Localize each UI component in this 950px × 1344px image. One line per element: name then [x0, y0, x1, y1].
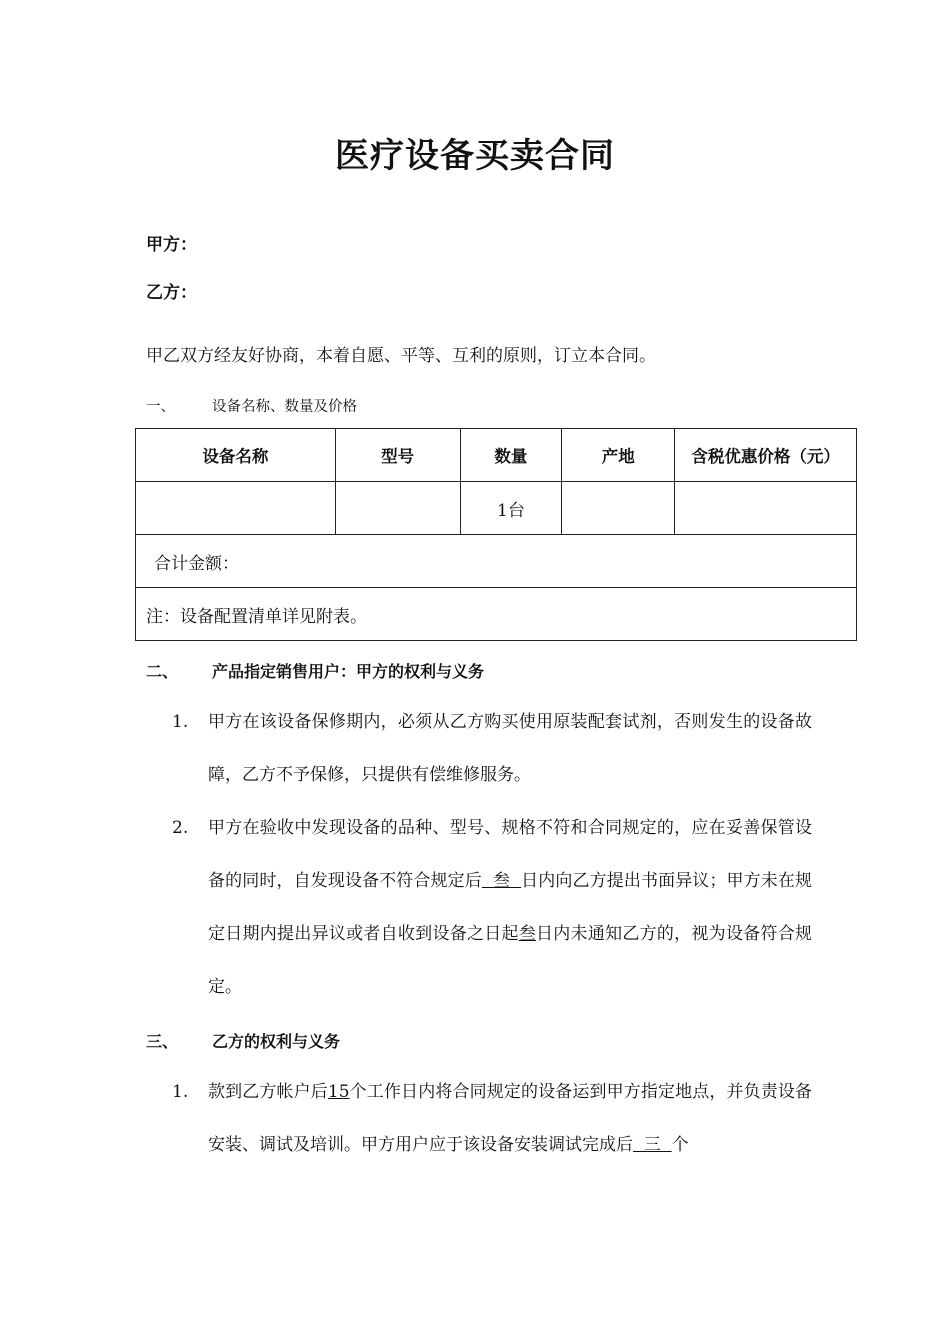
text-segment: 款到乙方帐户后 — [208, 1082, 328, 1102]
party-b-label: 乙方： — [146, 283, 197, 303]
underlined-days-value: 叁 — [518, 924, 537, 944]
text-segment: 个 — [671, 1135, 689, 1155]
section-1-heading — [146, 395, 357, 416]
section-3-number: 三、 — [146, 1032, 179, 1051]
table-header-cell: 设备名称 — [136, 429, 336, 482]
table-cell — [562, 482, 675, 535]
section-1-number: 一、 — [146, 399, 175, 415]
section-2-number: 二、 — [146, 662, 179, 681]
table-header-row — [136, 429, 857, 482]
table-header-cell: 型号 — [335, 429, 460, 482]
list-item-text — [208, 1066, 812, 1172]
section-2-title: 产品指定销售用户：甲方的权利与义务 — [212, 662, 485, 681]
table-note-row — [136, 588, 857, 641]
text-segment: 甲方在验收中发现设备的品种、型号、规格不符和合同规定的，应在妥善保管设备的同时，自发现设备不符合规定后 — [208, 818, 812, 891]
equipment-table — [135, 428, 857, 641]
list-item-text — [208, 802, 812, 1014]
party-a-label: 甲方： — [146, 235, 197, 255]
intro-paragraph: 甲乙双方经友好协商，本着自愿、平等、互利的原则，订立本合同。 — [146, 346, 656, 366]
section-1-title: 设备名称、数量及价格 — [212, 399, 357, 415]
list-item-number: 2. — [172, 818, 189, 838]
document-title: 医疗设备买卖合同 — [335, 136, 615, 176]
section-3-heading — [146, 1029, 340, 1052]
text-segment: 个工作日内将合同规定的设备运到甲方指定地点，并负责设备安装、调试及培训。甲方用户应于该设备安装调试完成后 — [208, 1082, 813, 1155]
table-header-cell: 数量 — [460, 429, 562, 482]
list-item-number: 1. — [172, 1082, 189, 1102]
section-3-title: 乙方的权利与义务 — [212, 1032, 341, 1051]
table-cell: 1台 — [460, 482, 562, 535]
table-cell — [675, 482, 857, 535]
table-header-cell: 产地 — [562, 429, 675, 482]
table-total-row — [136, 535, 857, 588]
list-item-text: 甲方在该设备保修期内，必须从乙方购买使用原装配套试剂，否则发生的设备故障，乙方不予保修，只提供有偿维修服务。 — [208, 712, 812, 785]
section-2-heading — [146, 659, 484, 682]
text-segment: 日内向乙方提出书面异议；甲方未在规定日期内提出异议或者自收到设备之日起 — [208, 871, 813, 944]
table-row — [136, 482, 857, 535]
underlined-months-value: 三 — [633, 1135, 672, 1155]
underlined-days-value: 叁 — [481, 871, 522, 891]
underlined-days-value: 15 — [327, 1082, 350, 1102]
table-note: 注：设备配置清单详见附表。 — [136, 588, 857, 641]
table-header-cell: 含税优惠价格（元） — [675, 429, 857, 482]
list-item-number: 1. — [172, 712, 189, 732]
table-cell — [335, 482, 460, 535]
text-segment: 日内未通知乙方的，视为设备符合规定。 — [208, 924, 813, 997]
table-cell — [136, 482, 336, 535]
total-amount-label: 合计金额： — [136, 535, 857, 588]
